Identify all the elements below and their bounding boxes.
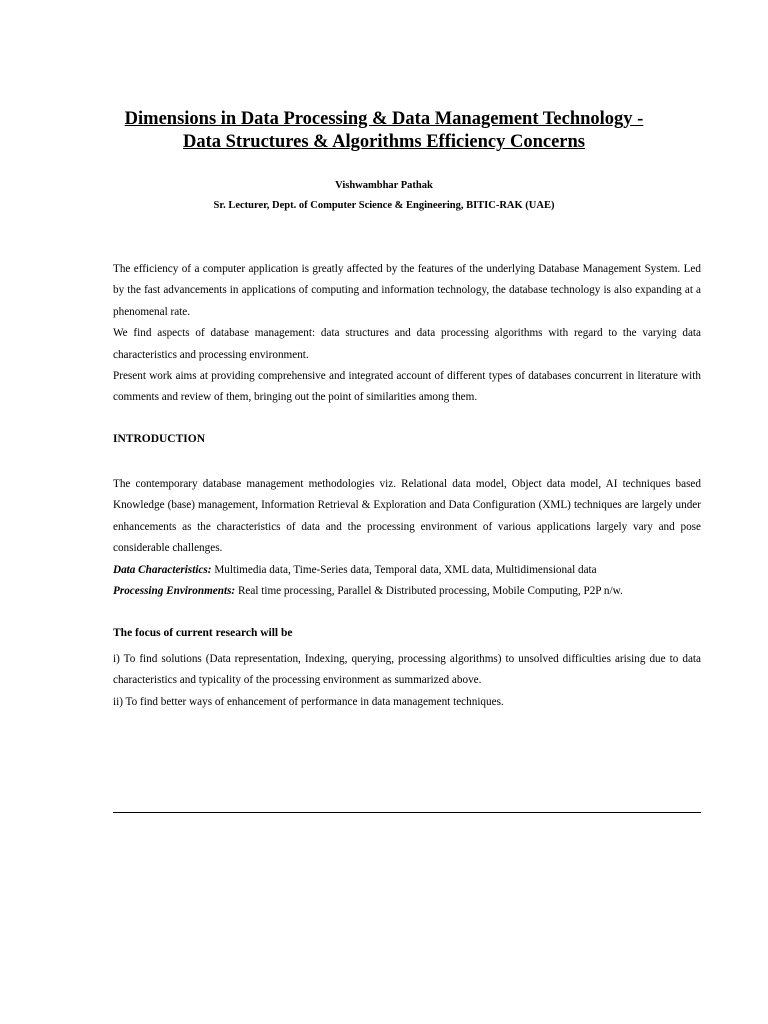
focus-section xyxy=(113,649,701,713)
author-affiliation: Sr. Lecturer, Dept. of Computer Science & Engineering, BITIC-RAK (UAE) xyxy=(213,200,555,211)
title-line-1: Dimensions in Data Processing & Data Management Technology - xyxy=(124,109,644,129)
processing-environments-line xyxy=(113,581,701,602)
focus-item-2: ii) To find better ways of enhancement of performance in data management techniques. xyxy=(113,695,504,708)
footnote-divider xyxy=(113,812,701,813)
data-characteristics-line xyxy=(113,560,701,581)
abstract-paragraph-2: We find aspects of database management: data structures and data processing algorithms with regard to the varying data characteristics and processing environment. xyxy=(113,327,701,361)
introduction-section xyxy=(113,474,701,602)
abstract-paragraph-3: Present work aims at providing comprehensive and integrated account of different types of databases concurrent in literature with comments and review of them, bringing out the point of similarities among them. xyxy=(113,370,701,404)
data-characteristics-text: Multimedia data, Time-Series data, Temporal data, XML data, Multidimensional data xyxy=(211,563,597,576)
abstract-paragraph-1: The efficiency of a computer application is greatly affected by the features of the underlying Database Management System. Led by the fast advancements in applications of computing and information technology, the database technology is also expanding at a phenomenal rate. xyxy=(113,263,701,318)
focus-heading: The focus of current research will be xyxy=(113,627,293,639)
focus-item-1: i) To find solutions (Data representation, Indexing, querying, processing algorithms) to unsolved difficulties arising due to data characteristics and typicality of the processing environment as summarized above. xyxy=(113,653,701,687)
data-characteristics-label: Data Characteristics: xyxy=(113,563,212,576)
author-name: Vishwambhar Pathak xyxy=(335,180,433,191)
abstract xyxy=(113,259,701,409)
processing-environments-text: Real time processing, Parallel & Distributed processing, Mobile Computing, P2P n/w. xyxy=(235,585,623,598)
introduction-paragraph: The contemporary database management methodologies viz. Relational data model, Object data model, AI techniques based Knowledge (base) management, Information Retrieval & Exploration and Data Configuration (XML) techniques are largely under enhancements as the characteristics of data and the processing environment of various applications largely vary and pose considerable challenges. xyxy=(113,478,701,555)
title-line-2: Data Structures & Algorithms Efficiency Concerns xyxy=(183,132,585,152)
introduction-heading: INTRODUCTION xyxy=(113,433,206,445)
processing-environments-label: Processing Environments: xyxy=(113,585,236,598)
